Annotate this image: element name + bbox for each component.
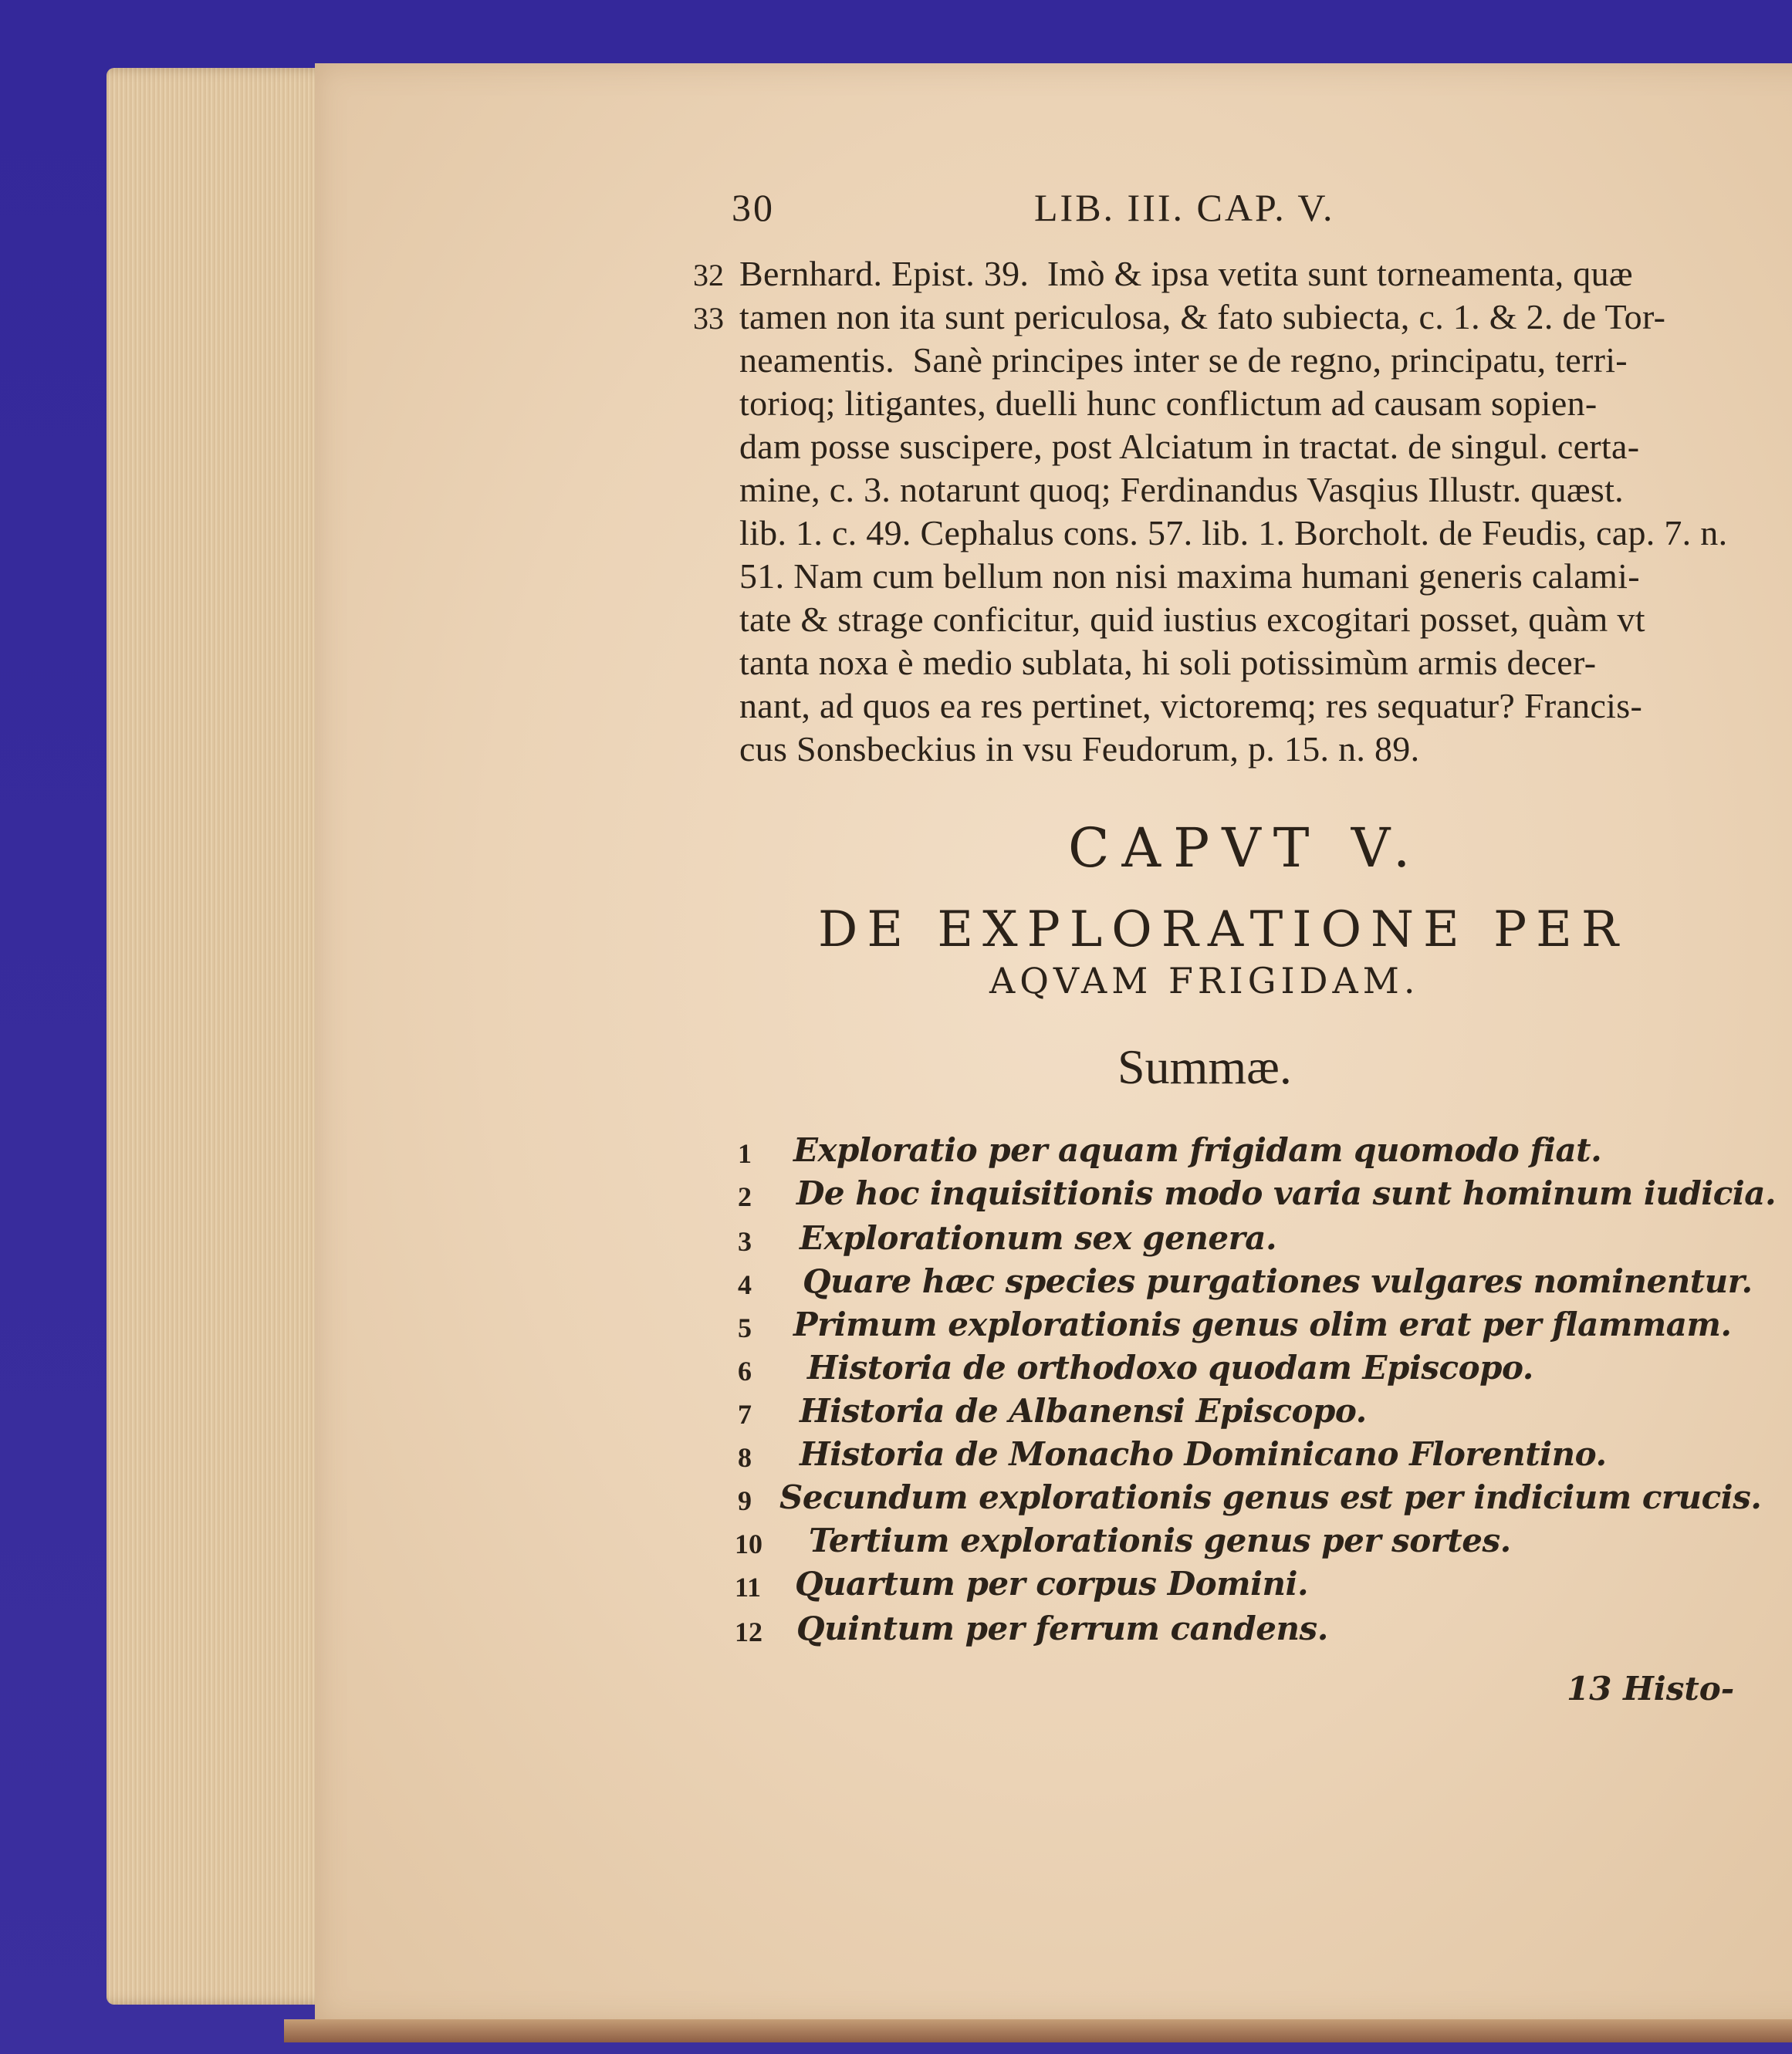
summary-item-number: 8 (738, 1442, 752, 1473)
summary-item-number: 11 (735, 1572, 762, 1603)
paragraph-line: tamen non ita sunt periculosa, & fato subiecta, c. 1. & 2. de Tor- (739, 297, 1666, 336)
summary-item-text: Primum explorationis genus olim erat per flammam. (793, 1306, 1732, 1343)
summary-item-number: 2 (738, 1181, 752, 1212)
paragraph-line: nant, ad quos ea res pertinet, victoremq; res sequatur? Francis- (739, 686, 1643, 725)
summary-item-number: 5 (738, 1312, 752, 1343)
summary-item-text: Quintum per ferrum candens. (796, 1610, 1328, 1647)
summary-item-number: 1 (738, 1138, 752, 1169)
summary-item-text: Secundum explorationis genus est per indicium crucis. (779, 1478, 1762, 1516)
running-title: LIB. III. CAP. V. (1034, 186, 1335, 229)
chapter-title: CAPVT V. (1068, 816, 1423, 880)
summary-item-text: Historia de Albanensi Episcopo. (800, 1392, 1367, 1430)
book-bottom-edge (284, 2019, 1792, 2042)
summary-item-number: 4 (738, 1269, 752, 1300)
summary-item-text: Exploratio per aquam frigidam quomodo fiat. (793, 1131, 1602, 1169)
chapter-subheading: AQVAM FRIGIDAM. (989, 960, 1420, 1002)
summary-item-text: Quartum per corpus Domini. (795, 1565, 1309, 1603)
summary-item-number: 12 (735, 1617, 762, 1647)
summary-item-number: 9 (738, 1485, 752, 1516)
summary-item-number: 7 (738, 1399, 752, 1430)
paragraph-line: tanta noxa è medio sublata, hi soli potissimùm armis decer- (739, 643, 1597, 682)
paragraph-line: cus Sonsbeckius in vsu Feudorum, p. 15. n. 89. (739, 729, 1420, 769)
summary-item-text: Explorationum sex genera. (800, 1219, 1277, 1257)
chapter-heading: DE EXPLORATIONE PER (818, 901, 1628, 958)
margin-note: 33 (693, 301, 724, 336)
catchword: 13 Histo- (1567, 1670, 1735, 1708)
summary-item-text: Tertium explorationis genus per sortes. (809, 1522, 1511, 1559)
summary-item-text: De hoc inquisitionis modo varia sunt hominum iudicia. (796, 1174, 1777, 1212)
paragraph-line: mine, c. 3. notarunt quoq; Ferdinandus Vasqius Illustr. quæst. (739, 470, 1624, 509)
summary-item-text: Historia de Monacho Dominicano Florentino. (800, 1435, 1607, 1473)
summary-item-number: 6 (738, 1356, 752, 1387)
paragraph-line: dam posse suscipere, post Alciatum in tractat. de singul. certa- (739, 427, 1640, 466)
paragraph-line: Bernhard. Epist. 39. Imò & ipsa vetita sunt torneamenta, quæ (739, 254, 1633, 293)
summary-item-number: 3 (738, 1226, 752, 1257)
summary-item-text: Historia de orthodoxo quodam Episcopo. (807, 1349, 1533, 1387)
paragraph-line: tate & strage conficitur, quid iustius excogitari posset, quàm vt (739, 600, 1645, 639)
paragraph-line: 51. Nam cum bellum non nisi maxima humani generis calami- (739, 556, 1640, 596)
paragraph-line: lib. 1. c. 49. Cephalus cons. 57. lib. 1. Borcholt. de Feudis, cap. 7. n. (739, 513, 1728, 552)
summary-label: Summæ. (1117, 1039, 1292, 1094)
page-number: 30 (732, 186, 775, 229)
paragraph-line: torioq; litigantes, duelli hunc conflictum ad causam sopien- (739, 383, 1598, 423)
margin-note: 32 (693, 258, 724, 292)
paragraph-line: neamentis. Sanè principes inter se de regno, principatu, terri- (739, 340, 1628, 380)
summary-item-number: 10 (735, 1529, 762, 1559)
summary-item-text: Quare hæc species purgationes vulgares nominentur. (803, 1262, 1753, 1300)
